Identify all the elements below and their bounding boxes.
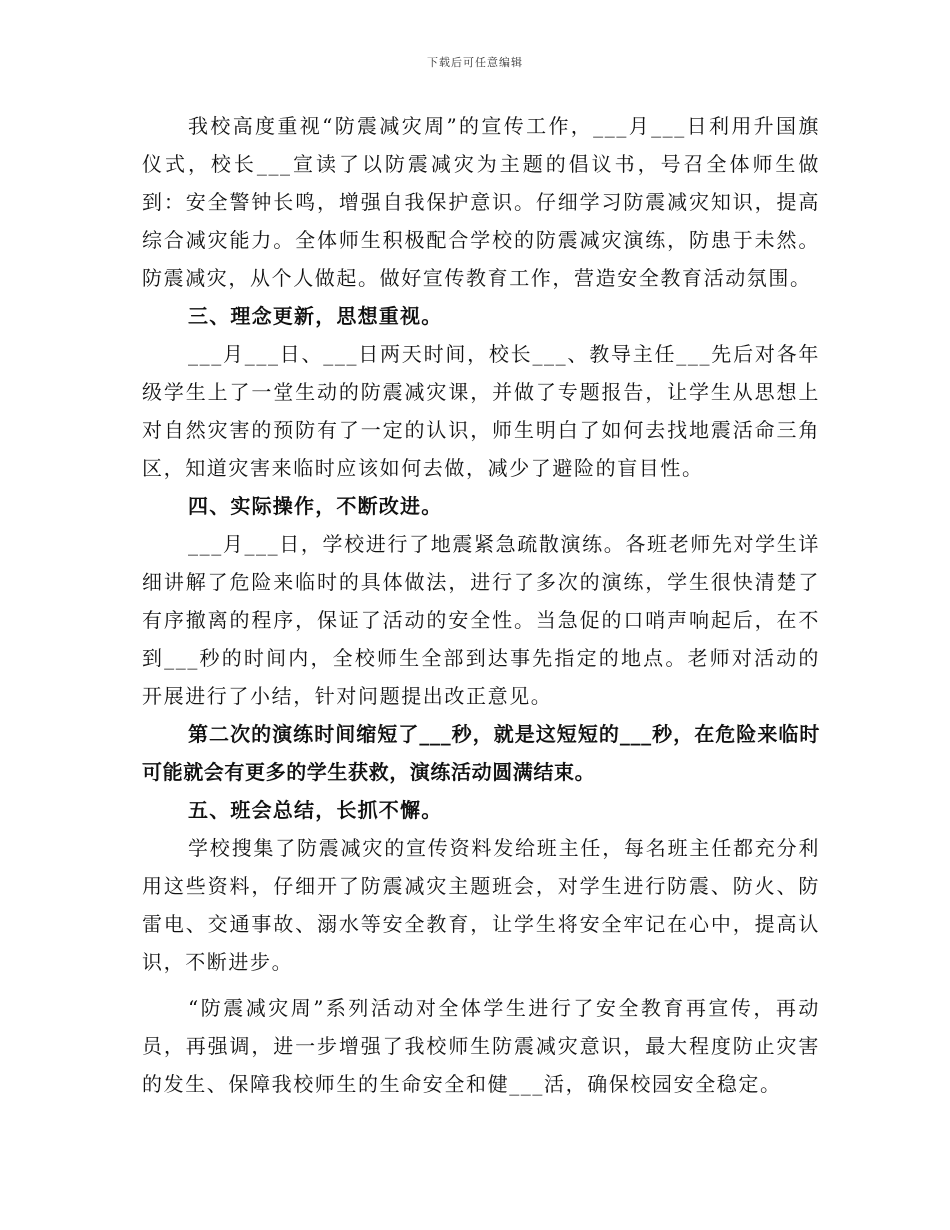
section-heading-3: 三、理念更新，思想重视。 (188, 304, 443, 328)
page-header-note: 下载后可任意编辑 (427, 56, 523, 69)
paragraph-publicity: 我校高度重视“防震减灾周”的宣传工作，___月___日利用升国旗仪式，校长___宣读了以防震减灾为主题的倡议书，号召全体师生做到：安全警钟长鸣，增强自我保护意识。仔细学习防震减灾知识，提高综合减灾能力。全体师生积极配合学校的防震减灾演练，防患于未然。防震减灾，从个人做起。做好宣传教育工作，营造安全教育活动氛围。 (142, 114, 820, 290)
paragraph-second-drill: 第二次的演练时间缩短了___秒，就是这短短的___秒，在危险来临时可能就会有更多的学生获救，演练活动圆满结束。 (142, 722, 820, 784)
paragraph-lecture: ___月___日、___日两天时间，校长___、教导主任___先后对各年级学生上了一堂生动的防震减灾课，并做了专题报告，让学生从思想上对自然灾害的预防有了一定的认识，师生明白了如何去找地震活命三角区，知道灾害来临时应该如何去做，减少了避险的盲目性。 (142, 342, 820, 480)
paragraph-drill: ___月___日，学校进行了地震紧急疏散演练。各班老师先对学生详细讲解了危险来临时的具体做法，进行了多次的演练，学生很快清楚了有序撤离的程序，保证了活动的安全性。当急促的口哨声响起后，在不到___秒的时间内，全校师生全部到达事先指定的地点。老师对活动的开展进行了小结，针对问题提出改正意见。 (142, 532, 820, 708)
document-body (142, 107, 820, 1103)
section-heading-4: 四、实际操作，不断改进。 (188, 494, 443, 518)
paragraph-summary: “防震减灾周”系列活动对全体学生进行了安全教育再宣传，再动员，再强调，进一步增强了我校师生防震减灾意识，最大程度防止灾害的发生、保障我校师生的生命安全和健___活，确保校园安全稳定。 (142, 996, 820, 1096)
section-heading-5: 五、班会总结，长抓不懈。 (188, 798, 443, 822)
paragraph-class-meeting: 学校搜集了防震减灾的宣传资料发给班主任，每名班主任都充分利用这些资料，仔细开了防震减灾主题班会，对学生进行防震、防火、防雷电、交通事故、溺水等安全教育，让学生将安全牢记在心中，提高认识，不断进步。 (142, 836, 820, 974)
